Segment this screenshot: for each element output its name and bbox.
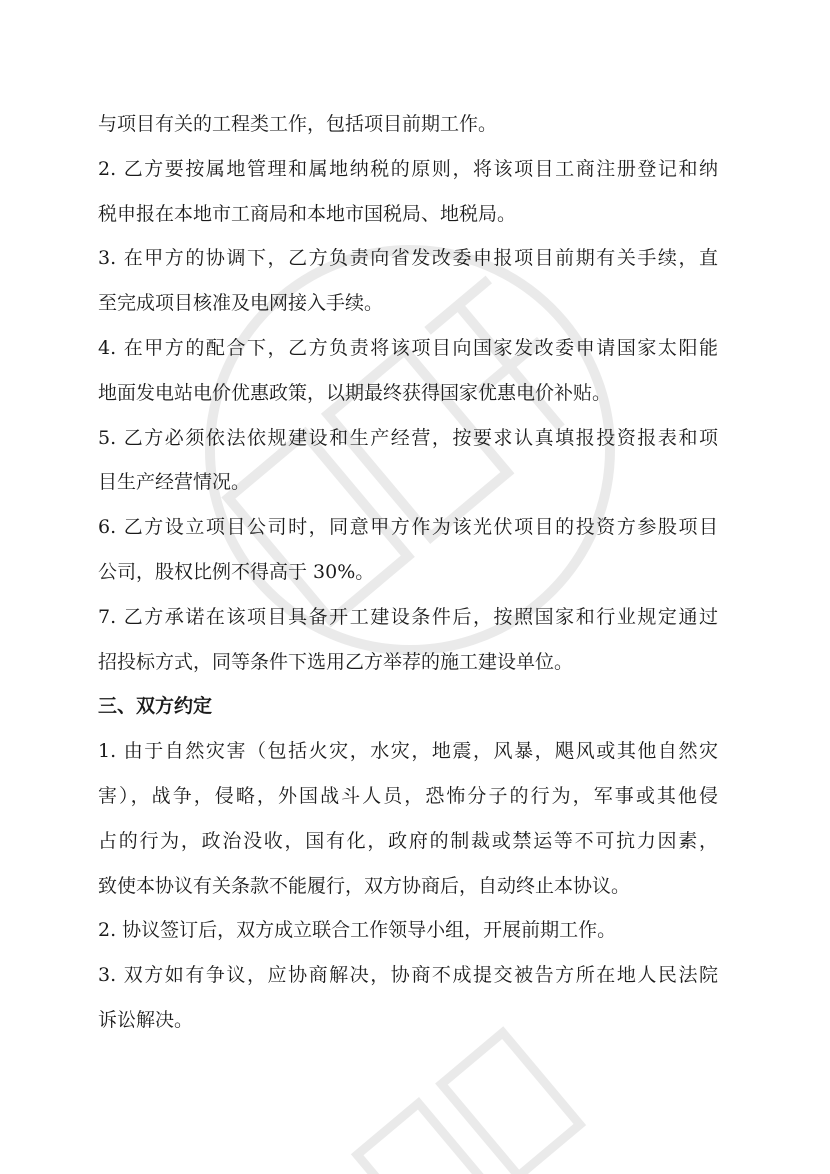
paragraph-line: 公司，股权比例不得高于 30%。 xyxy=(98,560,375,583)
paragraph-line: 占的行为，政治没收，国有化，政府的制裁或禁运等不可抗力因素， xyxy=(98,829,718,852)
paragraph-line: 1. 由于自然灾害（包括火灾，水灾，地震，风暴，飓风或其他自然灾 xyxy=(98,740,718,763)
paragraph-line: 2. 乙方要按属地管理和属地纳税的原则，将该项目工商注册登记和纳 xyxy=(98,157,718,180)
paragraph-line: 地面发电站电价优惠政策，以期最终获得国家优惠电价补贴。 xyxy=(98,381,612,404)
paragraph-line: 至完成项目核准及电网接入手续。 xyxy=(98,292,384,315)
paragraph-line: 6. 乙方设立项目公司时，同意甲方作为该光伏项目的投资方参股项目 xyxy=(98,516,718,539)
paragraph-line: 4. 在甲方的配合下，乙方负责将该项目向国家发改委申请国家太阳能 xyxy=(98,336,718,359)
paragraph-line: 致使本协议有关条款不能履行，双方协商后，自动终止本协议。 xyxy=(98,874,631,897)
paragraph-line: 害），战争，侵略，外国战斗人员，恐怖分子的行为，军事或其他侵 xyxy=(98,784,718,807)
paragraph-line: 诉讼解决。 xyxy=(98,1008,194,1031)
paragraph-line: 3. 在甲方的协调下，乙方负责向省发改委申报项目前期有关手续，直 xyxy=(98,247,718,270)
paragraph-line: 税申报在本地市工商局和本地市国税局、地税局。 xyxy=(98,202,517,225)
paragraph-line: 目生产经营情况。 xyxy=(98,471,251,494)
paragraph-line: 招投标方式，同等条件下选用乙方举荐的施工建设单位。 xyxy=(98,650,574,673)
paragraph-line: 7. 乙方承诺在该项目具备开工建设条件后，按照国家和行业规定通过 xyxy=(98,605,718,628)
paragraph-line: 5. 乙方必须依法依规建设和生产经营，按要求认真填报投资报表和项 xyxy=(98,426,718,449)
paragraph-line: 3. 双方如有争议，应协商解决，协商不成提交被告方所在地人民法院 xyxy=(98,964,718,987)
section-heading: 三、双方约定 xyxy=(98,695,213,718)
document-body xyxy=(98,102,718,1043)
paragraph-line: 2. 协议签订后，双方成立联合工作领导小组，开展前期工作。 xyxy=(98,919,617,942)
paragraph-line: 与项目有关的工程类工作，包括项目前期工作。 xyxy=(98,113,498,135)
